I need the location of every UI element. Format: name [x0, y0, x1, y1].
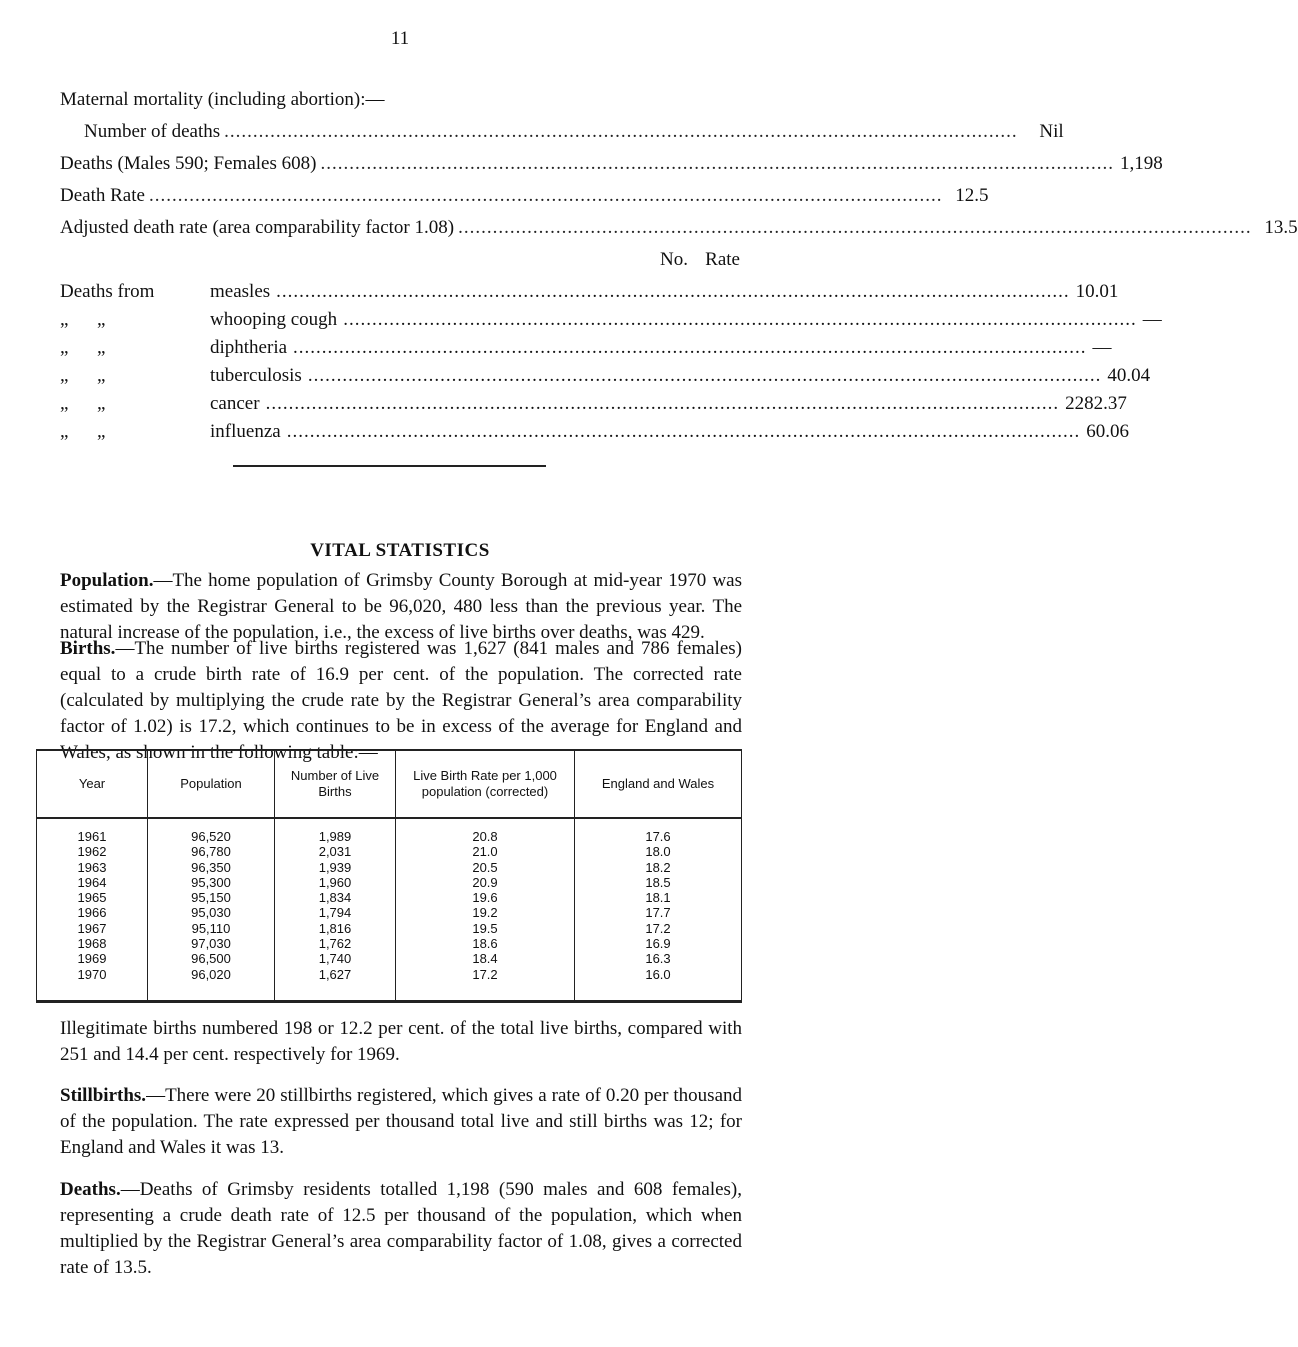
- cell-live-births: 1,939: [275, 860, 396, 875]
- cell-birth-rate: 18.6: [396, 936, 575, 951]
- cause-rate: 0.06: [1095, 421, 1129, 442]
- cause-number: –: [1092, 337, 1103, 358]
- cell-live-births: 1,834: [275, 890, 396, 905]
- cell-population: 95,150: [148, 890, 275, 905]
- cause-rate: –: [1152, 309, 1162, 330]
- illegitimate-paragraph: [60, 1016, 742, 1068]
- illegitimate-text: Illegitimate births numbered 198 or 12.2 per cent. of the total live births, compared with 251 and 14.4 per cent. respectively for 1969.: [60, 1018, 742, 1065]
- cell-birth-rate: 19.6: [396, 890, 575, 905]
- cell-population: 95,030: [148, 905, 275, 920]
- population-text: —The home population of Grimsby County Borough at mid-year 1970 was estimated by the Registrar General to be 96,020, 480 less than the previous year. The natural increase of the population, i.e., the excess of live births over deaths, was 429.: [60, 570, 742, 643]
- cause-number: –: [1142, 309, 1153, 330]
- cell-population: 96,780: [148, 844, 275, 859]
- cell-year: 1962: [37, 844, 148, 859]
- col-header-year: Year: [37, 750, 148, 818]
- cell-birth-rate: 20.5: [396, 860, 575, 875]
- cell-year: 1965: [37, 890, 148, 905]
- cause-row: [60, 360, 1151, 388]
- leader-dots: ..........................................................................................................................................: [293, 337, 1087, 358]
- summary-value: 13.5: [1264, 217, 1298, 238]
- birth-rate-table: [36, 749, 742, 1003]
- leader-dots: ..........................................................................................................................................: [276, 281, 1070, 302]
- cell-population: 96,520: [148, 818, 275, 844]
- cell-live-births: 1,762: [275, 936, 396, 951]
- summary-row-death-rate: [60, 180, 989, 212]
- cell-year: 1964: [37, 875, 148, 890]
- cause-number: 6: [1086, 421, 1096, 442]
- ditto-mark: „: [60, 309, 69, 330]
- cause-rate: –: [1102, 337, 1112, 358]
- stillbirths-heading: Stillbirths.: [60, 1085, 147, 1106]
- cell-birth-rate: 17.2: [396, 967, 575, 1002]
- cell-year: 1963: [37, 860, 148, 875]
- col-header-live-births: Number of Live Births: [275, 750, 396, 818]
- ditto-mark: „: [60, 421, 69, 442]
- cell-birth-rate: 20.8: [396, 818, 575, 844]
- summary-label: Number of deaths: [84, 121, 221, 142]
- cell-live-births: 1,960: [275, 875, 396, 890]
- cause-label: cancer: [210, 393, 260, 414]
- cell-population: 96,020: [148, 967, 275, 1002]
- summary-value: Nil: [1039, 121, 1064, 142]
- leader-dots: ..........................................................................................................................................: [265, 393, 1060, 414]
- cause-number: 4: [1107, 365, 1117, 386]
- cause-number: 228: [1065, 393, 1094, 414]
- cell-england-wales: 17.6: [575, 818, 742, 844]
- col-header-england-wales: England and Wales: [575, 750, 742, 818]
- cell-live-births: 1,794: [275, 905, 396, 920]
- cause-rate: 2.37: [1093, 393, 1127, 414]
- population-paragraph: [60, 568, 742, 646]
- ditto-mark: „: [97, 365, 106, 386]
- cell-population: 96,350: [148, 860, 275, 875]
- cell-live-births: 2,031: [275, 844, 396, 859]
- cell-live-births: 1,989: [275, 818, 396, 844]
- cell-year: 1969: [37, 951, 148, 966]
- table-row: [37, 967, 742, 1002]
- cause-row: [60, 332, 1112, 360]
- deaths-from-prefix: Deaths from: [60, 281, 155, 302]
- cell-england-wales: 16.3: [575, 951, 742, 966]
- cause-row: [60, 276, 1119, 304]
- cause-row: [60, 304, 1162, 332]
- maternal-mortality-heading: Maternal mortality (including abortion):—: [60, 89, 385, 110]
- cause-label: whooping cough: [210, 309, 338, 330]
- summary-value: 12.5: [955, 185, 989, 206]
- leader-dots: ..........................................................................................................................................: [307, 365, 1102, 386]
- ditto-mark: „: [97, 337, 106, 358]
- page-number: 11: [390, 28, 410, 49]
- summary-row-adjusted-rate: [60, 212, 1298, 244]
- ditto-mark: „: [97, 421, 106, 442]
- cell-year: 1968: [37, 936, 148, 951]
- births-heading: Births.: [60, 638, 116, 659]
- cell-england-wales: 18.1: [575, 890, 742, 905]
- table-row: [37, 936, 742, 951]
- summary-row-maternal-deaths: [60, 116, 1064, 148]
- cell-population: 95,300: [148, 875, 275, 890]
- causes-column-headers: [60, 244, 740, 276]
- ditto-mark: „: [97, 393, 106, 414]
- cell-birth-rate: 18.4: [396, 951, 575, 966]
- summary-label: Adjusted death rate (area comparability factor 1.08): [60, 217, 455, 238]
- cause-rate: 0.01: [1085, 281, 1119, 302]
- cell-england-wales: 16.9: [575, 936, 742, 951]
- leader-dots: ..........................................................................................................................................: [148, 185, 943, 206]
- table-row: [37, 860, 742, 875]
- mortality-summary: [60, 84, 1298, 244]
- cell-england-wales: 18.0: [575, 844, 742, 859]
- cell-live-births: 1,627: [275, 967, 396, 1002]
- table-row: [37, 951, 742, 966]
- cell-england-wales: 17.7: [575, 905, 742, 920]
- cell-england-wales: 16.0: [575, 967, 742, 1002]
- cell-birth-rate: 19.2: [396, 905, 575, 920]
- table-row: [37, 905, 742, 920]
- deaths-heading: Deaths.: [60, 1179, 121, 1200]
- cause-row: [60, 388, 1127, 416]
- deaths-paragraph: [60, 1177, 742, 1281]
- leader-dots: ..........................................................................................................................................: [224, 121, 1018, 142]
- deaths-from-causes: [60, 244, 1162, 444]
- table-row: [37, 844, 742, 859]
- births-paragraph: [60, 636, 742, 766]
- ditto-mark: „: [60, 365, 69, 386]
- cell-england-wales: 17.2: [575, 921, 742, 936]
- table-row: [37, 921, 742, 936]
- stillbirths-text: —There were 20 stillbirths registered, which gives a rate of 0.20 per thousand of the population. The rate expressed per thousand total live and still births was 12; for England and Wales it was 13.: [60, 1085, 742, 1158]
- deaths-text: —Deaths of Grimsby residents totalled 1,198 (590 males and 608 females), representing a crude death rate of 12.5 per thousand of the population, which when multiplied by the Registrar General’s area comparability factor of 1.08, gives a corrected rate of 13.5.: [60, 1179, 742, 1278]
- cell-live-births: 1,740: [275, 951, 396, 966]
- cell-live-births: 1,816: [275, 921, 396, 936]
- ditto-mark: „: [60, 337, 69, 358]
- cause-row: [60, 416, 1129, 444]
- cell-england-wales: 18.5: [575, 875, 742, 890]
- col-header-birth-rate: Live Birth Rate per 1,000 population (corrected): [396, 750, 575, 818]
- births-text: —The number of live births registered was 1,627 (841 males and 786 females) equal to a crude birth rate of 16.9 per cent. of the population. The corrected rate (calculated by multiplying the crude rate by the Registrar General’s area comparability factor of 1.02) is 17.2, which continues to be in excess of the average for England and Wales, as shown in the following table:—: [60, 638, 742, 763]
- table-row: [37, 818, 742, 844]
- table-header-row: [37, 750, 742, 818]
- stillbirths-paragraph: [60, 1083, 742, 1161]
- summary-value: 1,198: [1119, 153, 1163, 174]
- cause-label: measles: [210, 281, 271, 302]
- leader-dots: ..........................................................................................................................................: [458, 217, 1252, 238]
- cause-label: tuberculosis: [210, 365, 302, 386]
- summary-row-deaths: [60, 148, 1163, 180]
- cause-number: 1: [1075, 281, 1086, 302]
- cell-england-wales: 18.2: [575, 860, 742, 875]
- leader-dots: ..........................................................................................................................................: [286, 421, 1081, 442]
- cell-year: 1961: [37, 818, 148, 844]
- section-divider: [233, 465, 546, 467]
- ditto-mark: „: [60, 393, 69, 414]
- ditto-mark: „: [97, 309, 106, 330]
- cause-label: diphtheria: [210, 337, 288, 358]
- cell-birth-rate: 20.9: [396, 875, 575, 890]
- cell-year: 1966: [37, 905, 148, 920]
- cell-year: 1967: [37, 921, 148, 936]
- col-header-no: No.: [660, 249, 688, 270]
- table-row: [37, 875, 742, 890]
- cell-population: 95,110: [148, 921, 275, 936]
- leader-dots: ..........................................................................................................................................: [320, 153, 1114, 174]
- cause-rate: 0.04: [1116, 365, 1151, 386]
- cause-label: influenza: [210, 421, 281, 442]
- table-row: [37, 890, 742, 905]
- summary-label: Death Rate: [60, 185, 145, 206]
- cell-birth-rate: 19.5: [396, 921, 575, 936]
- section-title: VITAL STATISTICS: [310, 540, 490, 561]
- cell-birth-rate: 21.0: [396, 844, 575, 859]
- cell-population: 97,030: [148, 936, 275, 951]
- population-heading: Population.: [60, 570, 154, 591]
- cell-population: 96,500: [148, 951, 275, 966]
- cell-year: 1970: [37, 967, 148, 1002]
- col-header-population: Population: [148, 750, 275, 818]
- col-header-rate: Rate: [705, 249, 740, 270]
- leader-dots: ..........................................................................................................................................: [343, 309, 1137, 330]
- summary-label: Deaths (Males 590; Females 608): [60, 153, 317, 174]
